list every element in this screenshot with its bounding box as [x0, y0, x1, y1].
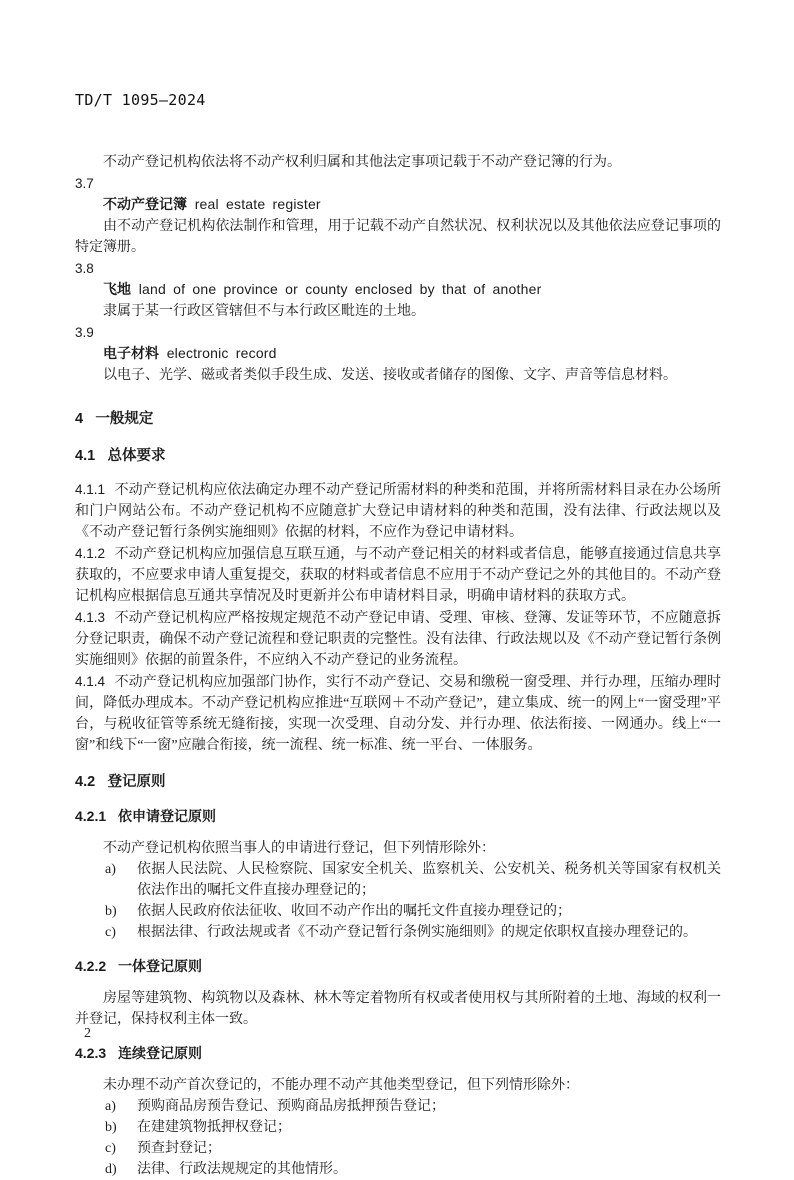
list-item-d — [75, 1159, 721, 1180]
list-item-c — [75, 922, 721, 943]
term-number: 3.9 — [75, 325, 94, 340]
list-item-c — [75, 1138, 721, 1159]
clause-4-1-2 — [75, 543, 721, 607]
term-entry-3-9 — [75, 322, 721, 386]
term-name-en: real estate register — [194, 196, 321, 212]
clause-4-1-4 — [75, 671, 721, 756]
list-item-label: c) — [105, 1141, 116, 1156]
subsection-title: 总体要求 — [107, 448, 166, 464]
list-item-text: 法律、行政法规规定的其他情形。 — [137, 1162, 347, 1177]
term-definition: 以电子、光学、磁或者类似手段生成、发送、接收或者储存的图像、文字、声音等信息材料。 — [103, 368, 677, 383]
term-number: 3.7 — [75, 176, 94, 191]
clause-4-1-3 — [75, 607, 721, 671]
list-item-b — [75, 901, 721, 922]
list-item-label: a) — [105, 1099, 116, 1114]
clause-title: 一体登记原则 — [118, 958, 203, 974]
clause-4-2-1-intro: 不动产登记机构依照当事人的申请进行登记，但下列情形除外： — [103, 841, 495, 856]
subsection-heading-4-1 — [75, 446, 721, 467]
clause-4-2-3-intro: 未办理不动产首次登记的，不能办理不动产其他类型登记，但下列情形除外： — [103, 1078, 579, 1093]
list-item-label: b) — [105, 904, 117, 919]
clause-title: 依申请登记原则 — [118, 808, 217, 824]
clause-4-2-2-text: 房屋等建筑物、构筑物以及森林、林木等定着物所有权或者使用权与其所附着的土地、海域的权利一并登记，保持权利主体一致。 — [75, 991, 721, 1027]
clause-4-2-1-list — [75, 859, 721, 943]
term-name-en: land of one province or county enclosed by that of another — [138, 281, 542, 297]
clause-number: 4.2.1 — [75, 808, 107, 824]
term-entry-3-7 — [75, 173, 721, 258]
clause-text: 不动产登记机构应加强信息互联互通，与不动产登记相关的材料或者信息，能够直接通过信息共享获取的，不应要求申请人重复提交，获取的材料或者信息不应用于不动产登记之外的其他目的。不动产登记机构应根据信息互通共享情况及时更新并公布申请材料目录，明确申请材料的获取方式。 — [75, 547, 721, 604]
term-name-en: electronic record — [166, 345, 277, 361]
subsection-heading-4-2 — [75, 772, 721, 793]
clause-heading-4-2-1 — [75, 806, 721, 827]
subsection-number: 4.2 — [75, 774, 96, 790]
clause-text: 不动产登记机构应依法确定办理不动产登记所需材料的种类和范围，并将所需材料目录在办公场所和门户网站公布。不动产登记机构不应随意扩大登记申请材料的种类和范围，没有法律、行政法规以及《不动产登记暂行条例实施细则》依据的材料，不应作为登记申请材料。 — [75, 483, 721, 540]
term-title — [75, 343, 721, 365]
clause-number: 4.2.2 — [75, 958, 107, 974]
page-content — [75, 152, 721, 1180]
list-item-text: 预购商品房预告登记、预购商品房抵押预告登记； — [137, 1099, 445, 1114]
clause-number: 4.1.4 — [75, 674, 106, 689]
clause-text: 不动产登记机构应加强部门协作，实行不动产登记、交易和缴税一窗受理、并行办理，压缩办理时间，降低办理成本。不动产登记机构应推进“互联网＋不动产登记”，建立集成、统一的网上“一窗受理”平台，与税收征管等系统无缝衔接，实现一次受理、自动分发、并行办理、依法衔接、一网通办。线上“一窗”和线下“一窗”应融合衔接，统一流程、统一标准、统一平台、一体服务。 — [75, 675, 721, 753]
term-definition: 由不动产登记机构依法制作和管理，用于记载不动产自然状况、权利状况以及其他依法应登记事项的特定簿册。 — [75, 219, 721, 255]
list-item-text: 根据法律、行政法规或者《不动产登记暂行条例实施细则》的规定依职权直接办理登记的。 — [137, 925, 697, 940]
clause-number: 4.1.2 — [75, 546, 106, 561]
list-item-label: d) — [105, 1162, 117, 1177]
clause-number: 4.1.1 — [75, 482, 106, 497]
list-item-label: c) — [105, 925, 116, 940]
term-title — [75, 194, 721, 216]
term-entry-3-8 — [75, 258, 721, 322]
section-number: 4 — [75, 411, 84, 427]
lead-paragraph: 不动产登记机构依法将不动产权利归属和其他法定事项记载于不动产登记簿的行为。 — [103, 155, 621, 170]
subsection-number: 4.1 — [75, 448, 96, 464]
list-item-text: 预查封登记； — [137, 1141, 221, 1156]
clause-text: 不动产登记机构应严格按规定规范不动产登记申请、受理、审核、登簿、发证等环节，不应随意拆分登记职责，确保不动产登记流程和登记职责的完整性。没有法律、行政法规以及《不动产登记暂行条例实施细则》依据的前置条件，不应纳入不动产登记的业务流程。 — [75, 611, 721, 668]
section-heading-4 — [75, 409, 721, 430]
clause-heading-4-2-3 — [75, 1043, 721, 1064]
list-item-a — [75, 1096, 721, 1117]
term-name-zh: 飞地 — [103, 281, 131, 297]
list-item-b — [75, 1117, 721, 1138]
clause-number: 4.1.3 — [75, 610, 106, 625]
list-item-text: 依据人民法院、人民检察院、国家安全机关、监察机关、公安机关、税务机关等国家有权机关依法作出的嘱托文件直接办理登记的； — [137, 862, 721, 898]
clause-4-1-1 — [75, 479, 721, 543]
section-title: 一般规定 — [95, 411, 154, 427]
clause-title: 连续登记原则 — [118, 1045, 203, 1061]
standard-code: TD/T 1095—2024 — [75, 91, 206, 109]
clause-heading-4-2-2 — [75, 956, 721, 977]
list-item-a — [75, 859, 721, 901]
page-number: 2 — [84, 1026, 91, 1041]
subsection-title: 登记原则 — [107, 774, 166, 790]
term-name-zh: 电子材料 — [103, 345, 159, 361]
list-item-label: a) — [105, 862, 116, 877]
term-title — [75, 279, 721, 301]
term-number: 3.8 — [75, 261, 94, 276]
term-name-zh: 不动产登记簿 — [103, 196, 187, 212]
list-item-text: 依据人民政府依法征收、收回不动产作出的嘱托文件直接办理登记的； — [137, 904, 571, 919]
list-item-text: 在建建筑物抵押权登记； — [137, 1120, 291, 1135]
clause-number: 4.2.3 — [75, 1045, 107, 1061]
term-definition: 隶属于某一行政区管辖但不与本行政区毗连的土地。 — [103, 304, 425, 319]
clause-4-2-3-list — [75, 1096, 721, 1180]
list-item-label: b) — [105, 1120, 117, 1135]
